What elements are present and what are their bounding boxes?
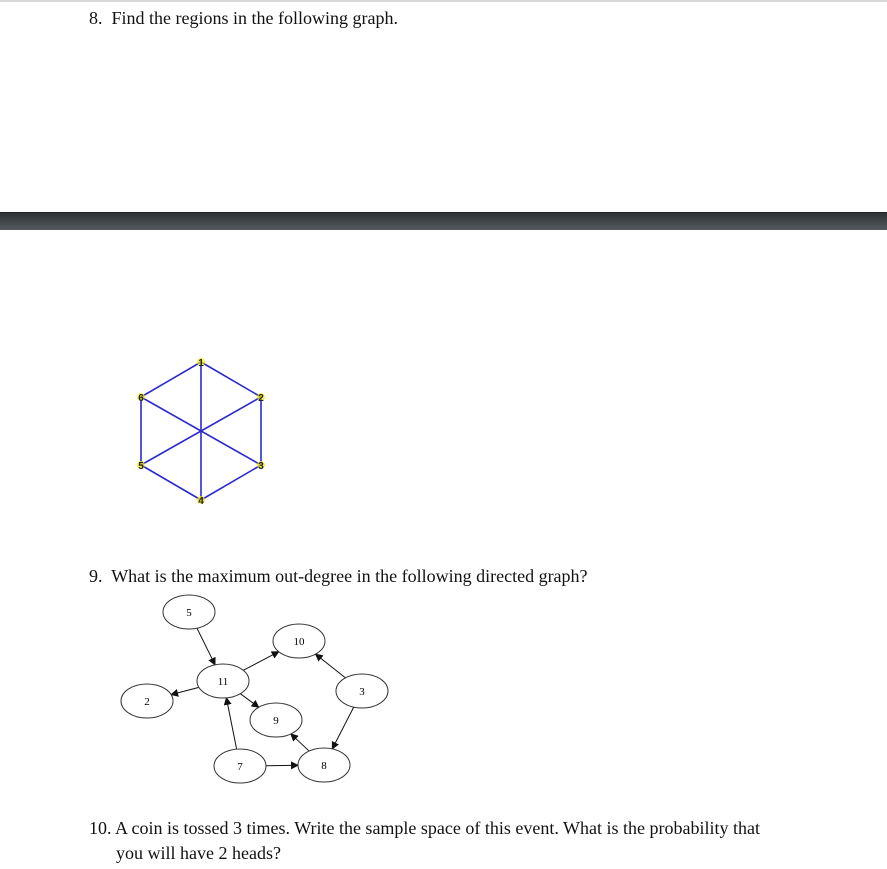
node-label: 3 — [359, 686, 365, 698]
directed-edge — [240, 694, 258, 708]
node-label: 8 — [321, 760, 327, 772]
question-number: 8. — [89, 8, 103, 28]
directed-edge — [226, 698, 236, 749]
node-label: 1 — [198, 358, 204, 369]
node-label: 5 — [138, 461, 144, 472]
node-label: 4 — [198, 496, 204, 507]
directed-edge — [197, 628, 215, 665]
node-label: 2 — [258, 393, 264, 404]
node-label: 2 — [144, 696, 150, 708]
question-text-continued: you will have 2 heads? — [116, 843, 281, 863]
node-label: 5 — [186, 607, 192, 619]
question-text: A coin is tossed 3 times. Write the sample space of this event. What is the probability that — [115, 818, 761, 838]
node-label: 11 — [217, 676, 229, 688]
node-label: 9 — [273, 715, 279, 727]
question-text: What is the maximum out-degree in the following directed graph? — [111, 566, 588, 586]
node-label: 7 — [237, 761, 243, 773]
question-number: 10. — [89, 818, 112, 838]
question-number: 9. — [89, 566, 103, 586]
directed-edge — [171, 687, 199, 694]
directed-edge — [243, 652, 278, 671]
directed-edge — [316, 654, 346, 678]
node-label: 10 — [293, 636, 305, 648]
directed-edge — [291, 734, 309, 751]
directed-edge — [332, 707, 353, 749]
question-10 — [89, 816, 760, 840]
node-label: 6 — [138, 393, 144, 404]
question-text: Find the regions in the following graph. — [111, 8, 398, 28]
node-label: 3 — [258, 461, 264, 472]
